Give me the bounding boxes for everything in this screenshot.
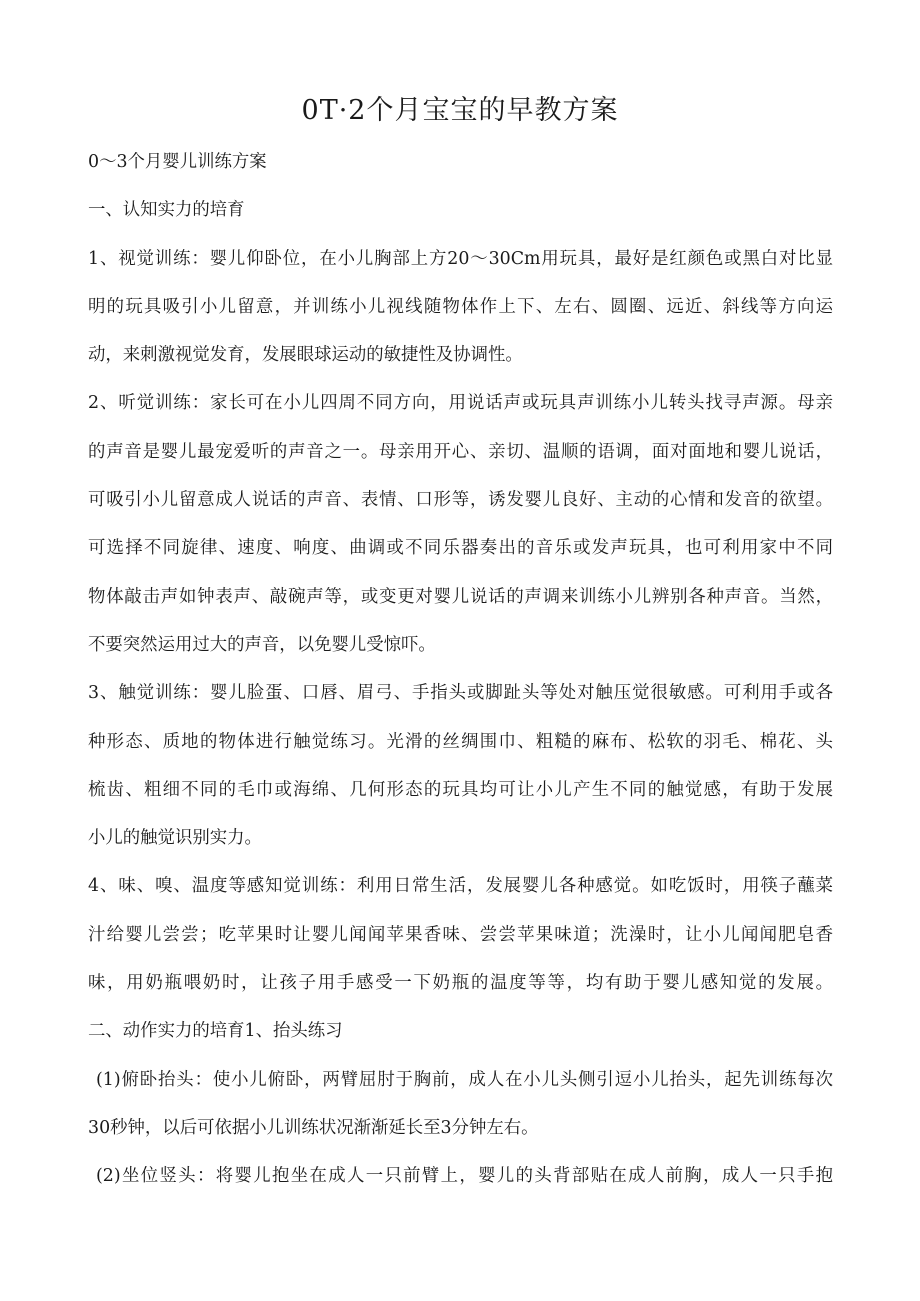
body-line: 不要突然运用过大的声音，以免婴儿受惊吓。	[88, 634, 436, 655]
body-line: 2、听觉训练：家长可在小儿四周不同方向，用说话声或玩具声训练小儿转头找寻声源。母亲	[88, 393, 833, 414]
body-line: (2)坐位竖头：将婴儿抱坐在成人一只前臂上，婴儿的头背部贴在成人前胸，成人一只手抱	[96, 1166, 833, 1187]
body-line: 梳齿、粗细不同的毛巾或海绵、几何形态的玩具均可让小儿产生不同的触觉感，有助于发展	[88, 779, 833, 800]
document-body	[88, 138, 833, 1201]
body-line: 30秒钟，以后可依据小儿训练状况渐渐延长至3分钟左右。	[88, 1117, 539, 1138]
body-line: 4、味、嗅、温度等感知觉训练：利用日常生活，发展婴儿各种感觉。如吃饭时，用筷子蘸菜	[88, 876, 833, 897]
body-line: 明的玩具吸引小儿留意，并训练小儿视线随物体作上下、左右、圆圈、远近、斜线等方向运	[88, 296, 833, 317]
body-line: 0～3个月婴儿训练方案	[88, 152, 267, 172]
body-line: 可选择不同旋律、速度、响度、曲调或不同乐器奏出的音乐或发声玩具，也可利用家中不同	[88, 538, 833, 559]
body-line: 物体敲击声如钟表声、敲碗声等，或变更对婴儿说话的声调来训练小儿辨别各种声音。当然，	[88, 586, 833, 607]
body-line: 的声音是婴儿最宠爱听的声音之一。母亲用开心、亲切、温顺的语调，面对面地和婴儿说话，	[88, 441, 833, 462]
body-line: 小儿的触觉识别实力。	[88, 828, 262, 849]
body-line: 二、动作实力的培育1、抬头练习	[88, 1021, 343, 1042]
document-title: 0T·2个月宝宝的早教方案	[301, 95, 619, 126]
body-line: 动，来刺激视觉发育，发展眼球运动的敏捷性及协调性。	[88, 345, 523, 366]
body-line: (1)俯卧抬头：使小儿俯卧，两臂屈肘于胸前，成人在小儿头侧引逗小儿抬头，起先训练每次	[96, 1069, 833, 1090]
body-line: 一、认知实力的培育	[88, 200, 245, 221]
body-line: 1、视觉训练：婴儿仰卧位，在小儿胸部上方20～30Cm用玩具，最好是红颜色或黑白对比显	[88, 248, 833, 269]
body-line: 味，用奶瓶喂奶时，让孩子用手感受一下奶瓶的温度等等，均有助于婴儿感知觉的发展。	[88, 973, 833, 994]
body-line: 可吸引小儿留意成人说话的声音、表情、口形等，诱发婴儿良好、主动的心情和发音的欲望。	[88, 490, 833, 511]
body-line: 汁给婴儿尝尝；吃苹果时让婴儿闻闻苹果香味、尝尝苹果味道；洗澡时，让小儿闻闻肥皂香	[88, 924, 833, 945]
body-line: 种形态、质地的物体进行触觉练习。光滑的丝绸围巾、粗糙的麻布、松软的羽毛、棉花、头	[88, 731, 833, 752]
body-line: 3、触觉训练：婴儿脸蛋、口唇、眉弓、手指头或脚趾头等处对触压觉很敏感。可利用手或各	[88, 683, 833, 704]
